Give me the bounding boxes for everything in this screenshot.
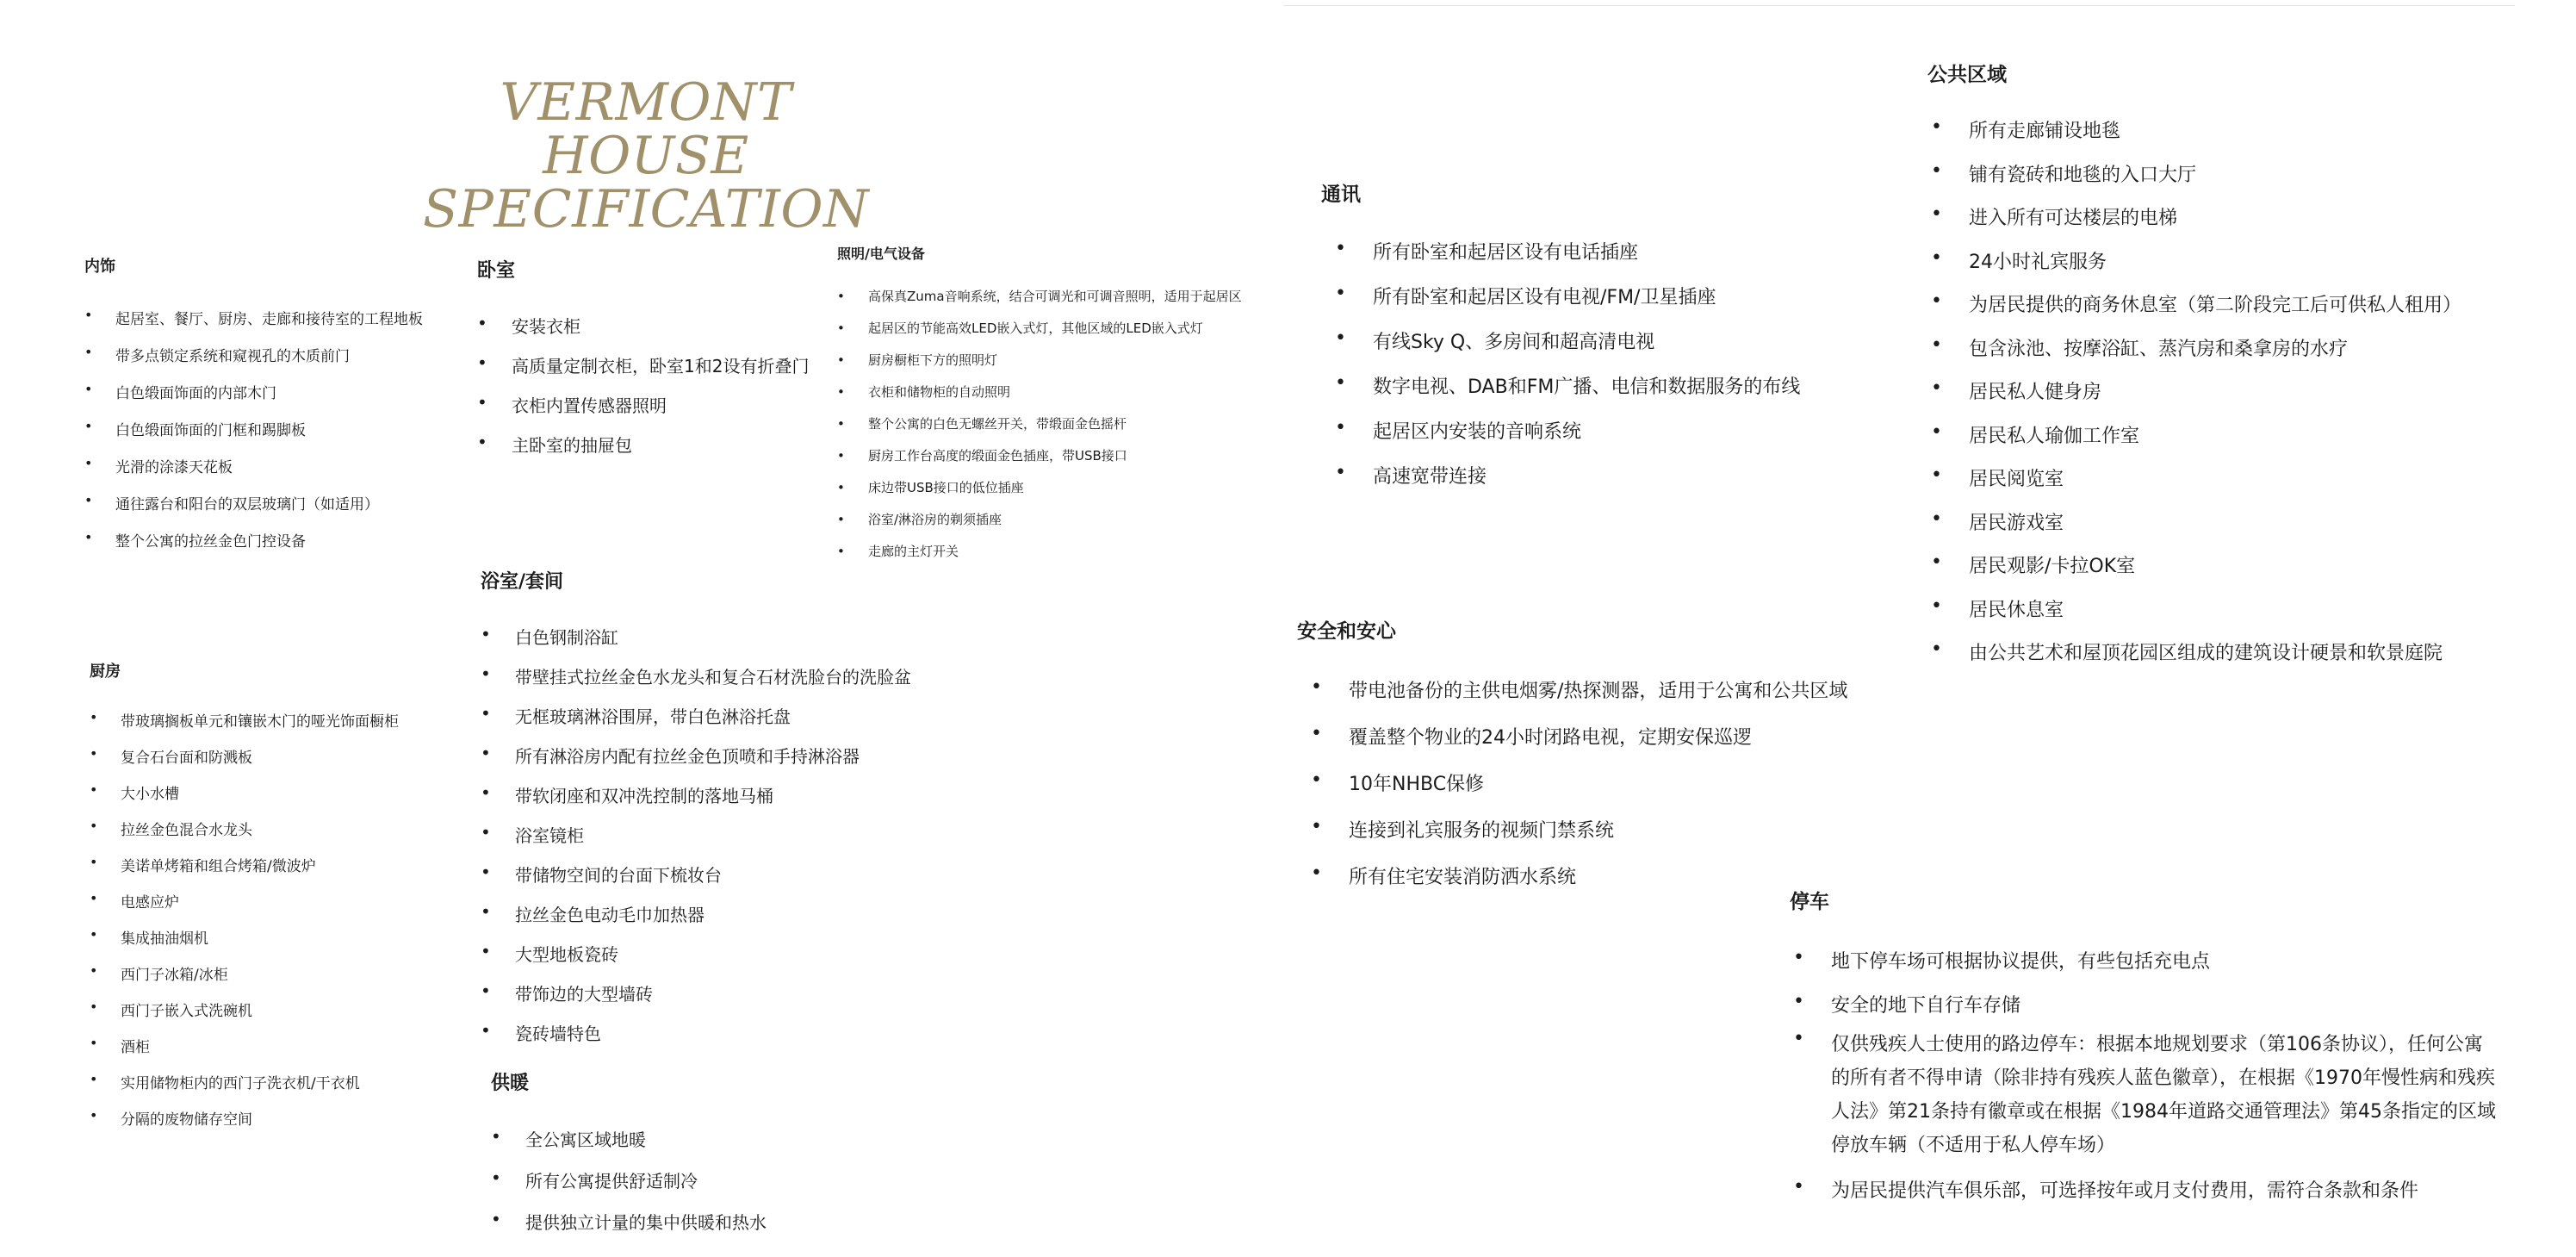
- list-item: • 起居室、餐厅、厨房、走廊和接待室的工程地板: [84, 307, 423, 328]
- bullet-icon: •: [481, 743, 491, 763]
- list-item: • 拉丝金色电动毛巾加热器: [481, 901, 705, 925]
- list-item: • 电感应炉: [90, 890, 179, 912]
- list-item: • 连接到礼宾服务的视频门禁系统: [1311, 816, 1615, 842]
- list-item: • 所有公寓提供舒适制冷: [491, 1167, 698, 1192]
- bullet-icon: •: [481, 624, 491, 644]
- bullet-icon: •: [837, 544, 845, 559]
- bullet-icon: •: [84, 455, 93, 471]
- bullet-icon: •: [90, 709, 98, 725]
- bullet-icon: •: [481, 1020, 491, 1041]
- bullet-icon: •: [477, 432, 487, 452]
- list-item: • 居民阅览室: [1931, 464, 2064, 490]
- heating-list: [491, 1126, 973, 1250]
- list-item: • 24小时礼宾服务: [1931, 246, 2107, 273]
- common-areas-heading: 公共区域: [1927, 64, 2007, 86]
- list-item: • 10年NHBC保修: [1311, 769, 1485, 795]
- bullet-icon: •: [491, 1167, 501, 1188]
- bathroom-heading: 浴室/套间: [481, 571, 564, 593]
- list-item: • 所有淋浴房内配有拉丝金色顶喷和手持淋浴器: [481, 743, 860, 767]
- list-item: • 所有卧室和起居区设有电话插座: [1335, 238, 1639, 264]
- bedroom-heading: 卧室: [477, 260, 516, 282]
- list-item: • 覆盖整个物业的24小时闭路电视，定期安保巡逻: [1311, 723, 1752, 749]
- list-item: • 厨房橱柜下方的照明灯: [837, 352, 998, 368]
- list-item: • 无框玻璃淋浴围屏，带白色淋浴托盘: [481, 703, 791, 727]
- bullet-icon: •: [837, 512, 845, 527]
- list-item: • 带饰边的大型墙砖: [481, 980, 653, 1005]
- list-item: • 高保真Zuma音响系统，结合可调光和可调音照明，适用于起居区: [837, 289, 1242, 304]
- bullet-icon: •: [1793, 1028, 1804, 1049]
- bathroom-section: [481, 567, 963, 1060]
- list-item: • 走廊的主灯开关: [837, 544, 959, 559]
- bullet-icon: •: [1931, 420, 1942, 443]
- list-item: • 衣柜内置传感器照明: [477, 392, 667, 416]
- bullet-icon: •: [1335, 372, 1346, 394]
- list-item: • 带储物空间的台面下梳妆台: [481, 862, 722, 886]
- bullet-icon: •: [481, 901, 491, 922]
- bullet-icon: •: [481, 782, 491, 803]
- communications-heading: 通讯: [1321, 184, 1361, 206]
- common-areas-list: [1931, 116, 2548, 682]
- bullet-icon: •: [1793, 947, 1804, 968]
- list-item: • 提供独立计量的集中供暖和热水: [491, 1209, 767, 1233]
- bullet-icon: •: [90, 1107, 98, 1123]
- security-section: [1297, 615, 1952, 909]
- bullet-icon: •: [837, 384, 845, 400]
- bullet-icon: •: [837, 448, 845, 464]
- list-item: • 白色钢制浴缸: [481, 624, 618, 648]
- bullet-icon: •: [1335, 283, 1346, 304]
- bullet-icon: •: [1931, 246, 1942, 269]
- bullet-icon: •: [837, 320, 845, 336]
- list-item: • 实用储物柜内的西门子洗衣机/干衣机: [90, 1071, 360, 1092]
- list-item: • 数字电视、DAB和FM广播、电信和数据服务的布线: [1335, 372, 1801, 398]
- bathroom-list: [481, 624, 963, 1060]
- list-item: • 有线Sky Q、多房间和超高清电视: [1335, 327, 1655, 353]
- list-item: • 西门子嵌入式洗碗机: [90, 999, 252, 1020]
- bullet-icon: •: [1931, 638, 1942, 660]
- list-item: • 通往露台和阳台的双层玻璃门（如适用）: [84, 492, 379, 513]
- bullet-icon: •: [477, 313, 487, 333]
- list-item: • 安装衣柜: [477, 313, 580, 337]
- bullet-icon: •: [1931, 203, 1942, 225]
- list-item: • 起居区的节能高效LED嵌入式灯，其他区域的LED嵌入式灯: [837, 320, 1203, 336]
- list-item: • 安全的地下自行车存储: [1793, 991, 2021, 1017]
- bullet-icon: •: [477, 352, 487, 373]
- interior-list: [84, 307, 463, 566]
- list-item: • 起居区内安装的音响系统: [1335, 417, 1582, 443]
- list-item: • 西门子冰箱/冰柜: [90, 962, 228, 984]
- bullet-icon: •: [837, 416, 845, 432]
- list-item: • 衣柜和储物柜的自动照明: [837, 384, 1011, 400]
- page-title: [405, 72, 887, 240]
- bullet-icon: •: [90, 1071, 98, 1087]
- list-item: • 美诺单烤箱和组合烤箱/微波炉: [90, 854, 316, 875]
- list-item: • 分隔的废物储存空间: [90, 1107, 252, 1129]
- bedroom-list: [477, 313, 856, 471]
- interior-heading: 内饰: [84, 258, 115, 276]
- heating-section: [491, 1068, 973, 1250]
- security-list: [1311, 676, 1952, 909]
- bullet-icon: •: [1311, 723, 1322, 744]
- bullet-icon: •: [1311, 769, 1322, 791]
- list-item: • 床边带USB接口的低位插座: [837, 480, 1024, 495]
- kitchen-section: [90, 659, 469, 1143]
- list-item: • 酒柜: [90, 1035, 150, 1056]
- bullet-icon: •: [90, 818, 98, 834]
- list-item: • 带壁挂式拉丝金色水龙头和复合石材洗脸台的洗脸盆: [481, 663, 911, 688]
- list-item: • 高质量定制衣柜，卧室1和2设有折叠门: [477, 352, 810, 376]
- list-item: • 为居民提供的商务休息室（第二阶段完工后可供私人租用）: [1931, 290, 2462, 316]
- bullet-icon: •: [1931, 290, 1942, 312]
- bullet-icon: •: [1335, 417, 1346, 439]
- bullet-icon: •: [1335, 462, 1346, 483]
- list-item: • 带电池备份的主供电烟雾/热探测器，适用于公寓和公共区域: [1311, 676, 1848, 702]
- list-item: • 居民私人瑜伽工作室: [1931, 420, 2140, 447]
- list-item: • 主卧室的抽屉包: [477, 432, 632, 456]
- bullet-icon: •: [1931, 333, 1942, 356]
- bullet-icon: •: [1931, 116, 1942, 138]
- bullet-icon: •: [1793, 1176, 1804, 1198]
- list-item: • 居民游戏室: [1931, 507, 2064, 534]
- bullet-icon: •: [90, 999, 98, 1015]
- bullet-icon: •: [90, 890, 98, 906]
- list-item: • 集成抽油烟机: [90, 926, 208, 948]
- list-item: • 所有卧室和起居区设有电视/FM/卫星插座: [1335, 283, 1716, 308]
- list-item: • 浴室/淋浴房的剃须插座: [837, 512, 1002, 527]
- bullet-icon: •: [837, 352, 845, 368]
- bullet-icon: •: [84, 307, 93, 323]
- top-divider: [1283, 5, 2515, 6]
- common-areas-section: [1927, 59, 2548, 682]
- list-item: • 光滑的涂漆天花板: [84, 455, 233, 476]
- lighting-section: [837, 243, 1285, 576]
- list-item: • 居民观影/卡拉OK室: [1931, 551, 2136, 577]
- bullet-icon: •: [837, 289, 845, 304]
- bullet-icon: •: [481, 980, 491, 1001]
- list-item: • 瓷砖墙特色: [481, 1020, 601, 1044]
- list-item: • 大型地板瓷砖: [481, 941, 618, 965]
- list-item: • 大小水槽: [90, 781, 179, 803]
- bullet-icon: •: [84, 529, 93, 545]
- page-title-line-2: SPECIFICATION: [422, 179, 870, 240]
- bullet-icon: •: [90, 1035, 98, 1051]
- bullet-icon: •: [1931, 594, 1942, 617]
- page-title-line-1: VERMONT HOUSE: [500, 72, 792, 186]
- list-item: • 复合石台面和防溅板: [90, 745, 252, 767]
- parking-section: [1790, 886, 2496, 1220]
- bullet-icon: •: [84, 381, 93, 397]
- bullet-icon: •: [84, 418, 93, 434]
- bullet-icon: •: [90, 926, 98, 943]
- bullet-icon: •: [1335, 238, 1346, 259]
- list-item: • 所有走廊铺设地毯: [1931, 116, 2121, 142]
- bullet-icon: •: [481, 941, 491, 961]
- bullet-icon: •: [1793, 991, 1804, 1012]
- bullet-icon: •: [491, 1209, 501, 1229]
- kitchen-heading: 厨房: [90, 663, 121, 681]
- list-item: • 居民私人健身房: [1931, 377, 2102, 403]
- list-item: • 全公寓区域地暖: [491, 1126, 646, 1150]
- communications-list: [1335, 238, 1941, 507]
- list-item: • 带玻璃搁板单元和镶嵌木门的哑光饰面橱柜: [90, 709, 399, 731]
- bullet-icon: •: [90, 854, 98, 870]
- bullet-icon: •: [84, 344, 93, 360]
- list-item: • 厨房工作台高度的缎面金色插座，带USB接口: [837, 448, 1127, 464]
- bullet-icon: •: [481, 663, 491, 684]
- bullet-icon: •: [837, 480, 845, 495]
- kitchen-list: [90, 709, 469, 1143]
- bullet-icon: •: [90, 745, 98, 762]
- bullet-icon: •: [90, 781, 98, 798]
- bullet-icon: •: [481, 703, 491, 724]
- bullet-icon: •: [1931, 507, 1942, 530]
- parking-heading: 停车: [1790, 891, 1829, 913]
- bullet-icon: •: [84, 492, 93, 508]
- list-item: • 白色缎面饰面的门框和踢脚板: [84, 418, 306, 439]
- list-item: • 地下停车场可根据协议提供，有些包括充电点: [1793, 947, 2211, 973]
- list-item: • 仅供残疾人士使用的路边停车：根据本地规划要求（第106条协议），任何公寓的所有者不得申请（除非持有残疾人蓝色徽章），在根据《1970年慢性病和残疾人法》第21条持有徽章或在根据《1984年道路交通管理法》第45条指定的区域停放车辆（不适用于私人停车场）: [1793, 1028, 2496, 1156]
- list-item: • 拉丝金色混合水龙头: [90, 818, 252, 839]
- list-item: • 由公共艺术和屋顶花园区组成的建筑设计硬景和软景庭院: [1931, 638, 2443, 664]
- bullet-icon: •: [1311, 676, 1322, 698]
- bullet-icon: •: [481, 862, 491, 882]
- communications-section: [1321, 178, 1941, 507]
- bullet-icon: •: [1311, 862, 1322, 884]
- heating-heading: 供暖: [491, 1073, 530, 1094]
- list-item: • 整个公寓的白色无螺丝开关，带缎面金色摇杆: [837, 416, 1127, 432]
- bedroom-section: [477, 256, 856, 471]
- list-item: • 白色缎面饰面的内部木门: [84, 381, 276, 402]
- list-item: • 居民休息室: [1931, 594, 2064, 621]
- list-item: • 包含泳池、按摩浴缸、蒸汽房和桑拿房的水疗: [1931, 333, 2349, 360]
- bullet-icon: •: [1931, 551, 1942, 573]
- lighting-heading: 照明/电气设备: [837, 246, 925, 262]
- bullet-icon: •: [1335, 327, 1346, 349]
- bullet-icon: •: [1311, 816, 1322, 837]
- bullet-icon: •: [90, 962, 98, 979]
- security-heading: 安全和安心: [1297, 620, 1396, 643]
- bullet-icon: •: [1931, 464, 1942, 486]
- list-item: • 铺有瓷砖和地毯的入口大厅: [1931, 159, 2197, 186]
- list-item: • 带多点锁定系统和窥视孔的木质前门: [84, 344, 350, 365]
- list-item: • 为居民提供汽车俱乐部，可选择按年或月支付费用，需符合条款和条件: [1793, 1176, 2419, 1202]
- list-item: • 整个公寓的拉丝金色门控设备: [84, 529, 306, 551]
- list-item: • 带软闭座和双冲洗控制的落地马桶: [481, 782, 773, 806]
- list-item: • 高速宽带连接: [1335, 462, 1487, 488]
- bullet-icon: •: [1931, 159, 1942, 182]
- list-item: • 浴室镜柜: [481, 822, 584, 846]
- list-item: • 所有住宅安装消防洒水系统: [1311, 862, 1577, 888]
- bullet-icon: •: [1931, 377, 1942, 399]
- bullet-icon: •: [491, 1126, 501, 1147]
- parking-list: [1793, 947, 2496, 1220]
- bullet-icon: •: [481, 822, 491, 843]
- list-item: • 进入所有可达楼层的电梯: [1931, 203, 2178, 229]
- lighting-list: [837, 289, 1285, 576]
- interior-section: [84, 254, 463, 566]
- bullet-icon: •: [477, 392, 487, 413]
